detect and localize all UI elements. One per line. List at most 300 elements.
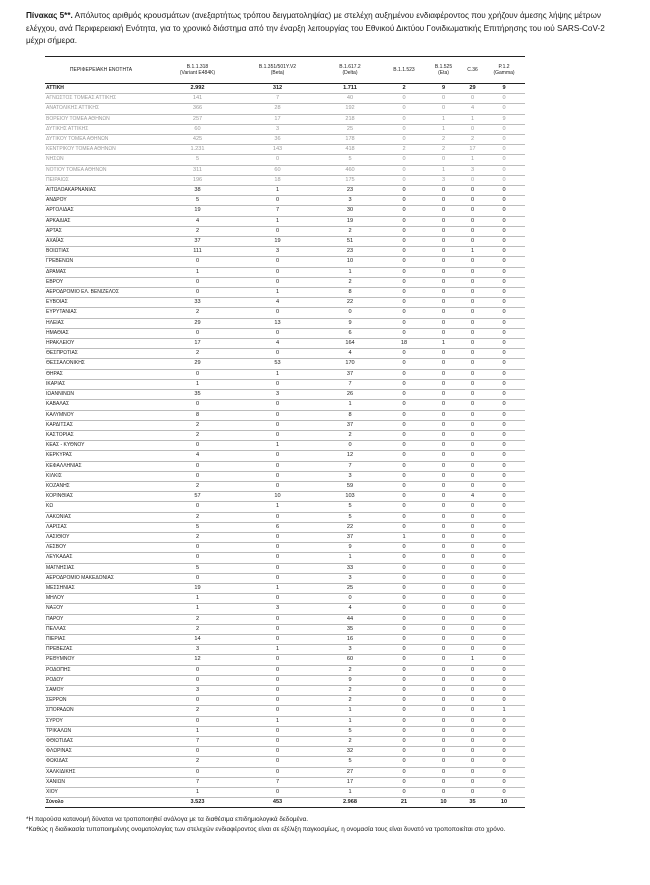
count-cell: 0 xyxy=(462,726,483,736)
region-name-cell: ΑΡΚΑΔΙΑΣ xyxy=(45,216,157,226)
count-cell: 175 xyxy=(317,175,383,185)
count-cell: 0 xyxy=(383,94,425,104)
count-cell: 0 xyxy=(425,257,462,267)
count-cell: 0 xyxy=(462,451,483,461)
table-row xyxy=(45,716,525,726)
count-cell: 192 xyxy=(317,104,383,114)
count-cell: 10 xyxy=(425,798,462,808)
count-cell: 1 xyxy=(238,216,317,226)
table-row xyxy=(45,767,525,777)
count-cell: 0 xyxy=(238,308,317,318)
count-cell: 10 xyxy=(483,798,525,808)
count-cell: 0 xyxy=(383,767,425,777)
count-cell: 0 xyxy=(383,318,425,328)
count-cell: 51 xyxy=(317,237,383,247)
region-name-cell: ΑΕΡΟΔΡΟΜΙΟ ΕΛ. ΒΕΝΙΖΕΛΟΣ xyxy=(45,288,157,298)
count-cell: 0 xyxy=(425,471,462,481)
count-cell: 0 xyxy=(383,777,425,787)
count-cell: 0 xyxy=(383,522,425,532)
count-cell: 7 xyxy=(317,461,383,471)
subregion-row xyxy=(45,114,525,124)
count-cell: 0 xyxy=(483,267,525,277)
count-cell: 0 xyxy=(383,257,425,267)
count-cell: 3 xyxy=(157,685,238,695)
region-name-cell: ΔΡΑΜΑΣ xyxy=(45,267,157,277)
count-cell: 0 xyxy=(383,583,425,593)
count-cell: 196 xyxy=(157,175,238,185)
header-variant xyxy=(425,57,462,84)
count-cell: 0 xyxy=(383,604,425,614)
count-cell: 0 xyxy=(383,492,425,502)
count-cell: 0 xyxy=(483,175,525,185)
count-cell: 0 xyxy=(483,563,525,573)
count-cell: 1.711 xyxy=(317,84,383,94)
header-line: B.1.1.523 xyxy=(393,67,415,73)
count-cell: 453 xyxy=(238,798,317,808)
count-cell: 12 xyxy=(157,655,238,665)
count-cell: 0 xyxy=(483,532,525,542)
count-cell: 0 xyxy=(383,298,425,308)
count-cell: 0 xyxy=(383,594,425,604)
count-cell: 17 xyxy=(317,777,383,787)
count-cell: 0 xyxy=(238,614,317,624)
count-cell: 0 xyxy=(383,543,425,553)
count-cell: 0 xyxy=(383,410,425,420)
region-name-cell: ΗΡΑΚΛΕΙΟΥ xyxy=(45,339,157,349)
table-row xyxy=(45,614,525,624)
count-cell: 5 xyxy=(157,155,238,165)
count-cell: 0 xyxy=(483,573,525,583)
count-cell: 0 xyxy=(383,716,425,726)
count-cell: 0 xyxy=(238,430,317,440)
count-cell: 0 xyxy=(462,430,483,440)
region-name-cell: ΡΕΘΥΜΝΟΥ xyxy=(45,655,157,665)
region-name-cell: ΝΑΞΟΥ xyxy=(45,604,157,614)
count-cell: 3 xyxy=(238,390,317,400)
count-cell: 0 xyxy=(462,339,483,349)
count-cell: 425 xyxy=(157,135,238,145)
count-cell: 0 xyxy=(383,390,425,400)
table-row xyxy=(45,226,525,236)
count-cell: 59 xyxy=(317,481,383,491)
region-name-cell: ΠΡΕΒΕΖΑΣ xyxy=(45,645,157,655)
count-cell: 0 xyxy=(483,135,525,145)
count-cell: 0 xyxy=(383,175,425,185)
count-cell: 1 xyxy=(462,155,483,165)
count-cell: 3 xyxy=(317,471,383,481)
count-cell: 0 xyxy=(383,206,425,216)
count-cell: 29 xyxy=(462,84,483,94)
header-line: B.1.525 xyxy=(434,64,453,70)
region-name-cell: ΚΕΑΣ - ΚΥΘΝΟΥ xyxy=(45,441,157,451)
count-cell: 0 xyxy=(383,726,425,736)
count-cell: 0 xyxy=(425,788,462,798)
count-cell: 0 xyxy=(425,665,462,675)
region-name-cell: ΗΜΑΘΙΑΣ xyxy=(45,328,157,338)
count-cell: 37 xyxy=(317,369,383,379)
count-cell: 1 xyxy=(383,532,425,542)
count-cell: 0 xyxy=(425,410,462,420)
table-row xyxy=(45,757,525,767)
count-cell: 0 xyxy=(383,624,425,634)
region-name-cell: ΑΡΓΟΛΙΔΑΣ xyxy=(45,206,157,216)
count-cell: 460 xyxy=(317,165,383,175)
count-cell: 0 xyxy=(383,685,425,695)
count-cell: 0 xyxy=(462,594,483,604)
region-name-cell: ΚΟΡΙΝΘΙΑΣ xyxy=(45,492,157,502)
count-cell: 0 xyxy=(483,298,525,308)
region-name-cell: ΑΤΤΙΚΗ xyxy=(45,84,157,94)
count-cell: 35 xyxy=(157,390,238,400)
table-row xyxy=(45,216,525,226)
count-cell: 0 xyxy=(383,420,425,430)
count-cell: 141 xyxy=(157,94,238,104)
count-cell: 0 xyxy=(462,788,483,798)
count-cell: 0 xyxy=(157,257,238,267)
table-row xyxy=(45,420,525,430)
table-row xyxy=(45,410,525,420)
count-cell: 0 xyxy=(425,400,462,410)
count-cell: 0 xyxy=(425,757,462,767)
count-cell: 0 xyxy=(462,267,483,277)
caption-label: Πίνακας 5**. xyxy=(26,11,73,20)
count-cell: 0 xyxy=(238,767,317,777)
count-cell: 0 xyxy=(462,226,483,236)
count-cell: 10 xyxy=(238,492,317,502)
count-cell: 0 xyxy=(483,308,525,318)
count-cell: 0 xyxy=(425,645,462,655)
count-cell: 0 xyxy=(483,624,525,634)
count-cell: 0 xyxy=(483,104,525,114)
count-cell: 14 xyxy=(157,634,238,644)
count-cell: 0 xyxy=(462,206,483,216)
table-row xyxy=(45,430,525,440)
count-cell: 0 xyxy=(383,226,425,236)
count-cell: 0 xyxy=(238,451,317,461)
count-cell: 9 xyxy=(483,114,525,124)
count-cell: 0 xyxy=(383,788,425,798)
count-cell: 16 xyxy=(317,634,383,644)
count-cell: 1 xyxy=(425,124,462,134)
region-name-cell: ΒΟΡΕΙΟΥ ΤΟΜΕΑ ΑΘΗΝΩΝ xyxy=(45,114,157,124)
count-cell: 0 xyxy=(462,410,483,420)
count-cell: 26 xyxy=(317,390,383,400)
header-region xyxy=(45,57,157,84)
count-cell: 1 xyxy=(238,583,317,593)
table-row xyxy=(45,737,525,747)
count-cell: 2 xyxy=(383,145,425,155)
table-row xyxy=(45,308,525,318)
region-name-cell: ΑΝΑΤΟΛΙΚΗΣ ΑΤΤΙΚΗΣ xyxy=(45,104,157,114)
count-cell: 0 xyxy=(238,349,317,359)
count-cell: 0 xyxy=(425,237,462,247)
count-cell: 3 xyxy=(317,196,383,206)
table-row xyxy=(45,788,525,798)
header-subline: (Delta) xyxy=(342,70,358,76)
count-cell: 1 xyxy=(317,706,383,716)
count-cell: 1 xyxy=(462,247,483,257)
count-cell: 0 xyxy=(483,675,525,685)
count-cell: 0 xyxy=(462,318,483,328)
count-cell: 7 xyxy=(238,94,317,104)
count-cell: 0 xyxy=(383,441,425,451)
count-cell: 0 xyxy=(157,441,238,451)
count-cell: 2 xyxy=(157,757,238,767)
count-cell: 4 xyxy=(238,298,317,308)
count-cell: 0 xyxy=(238,257,317,267)
table-row xyxy=(45,583,525,593)
table-row xyxy=(45,359,525,369)
count-cell: 0 xyxy=(483,339,525,349)
count-cell: 0 xyxy=(157,461,238,471)
count-cell: 0 xyxy=(483,277,525,287)
count-cell: 1 xyxy=(425,339,462,349)
count-cell: 1 xyxy=(483,706,525,716)
subregion-row xyxy=(45,145,525,155)
count-cell: 37 xyxy=(317,420,383,430)
count-cell: 18 xyxy=(383,339,425,349)
count-cell: 0 xyxy=(238,685,317,695)
count-cell: 0 xyxy=(383,553,425,563)
count-cell: 1 xyxy=(238,288,317,298)
count-cell: 0 xyxy=(483,328,525,338)
count-cell: 0 xyxy=(238,532,317,542)
count-cell: 2 xyxy=(157,420,238,430)
count-cell: 7 xyxy=(238,777,317,787)
count-cell: 2 xyxy=(157,706,238,716)
count-cell: 0 xyxy=(462,543,483,553)
count-cell: 0 xyxy=(425,737,462,747)
count-cell: 12 xyxy=(317,451,383,461)
header-subline: (Gamma) xyxy=(493,70,515,76)
count-cell: 0 xyxy=(383,237,425,247)
count-cell: 0 xyxy=(483,522,525,532)
region-name-cell: ΠΑΡΟΥ xyxy=(45,614,157,624)
count-cell: 0 xyxy=(383,114,425,124)
count-cell: 2 xyxy=(157,624,238,634)
count-cell: 2 xyxy=(317,277,383,287)
count-cell: 22 xyxy=(317,522,383,532)
count-cell: 0 xyxy=(462,288,483,298)
count-cell: 0 xyxy=(383,706,425,716)
count-cell: 0 xyxy=(238,624,317,634)
region-name-cell: ΜΕΣΣΗΝΙΑΣ xyxy=(45,583,157,593)
count-cell: 0 xyxy=(238,226,317,236)
header-line: B.1.1.318 xyxy=(186,64,209,70)
table-row xyxy=(45,339,525,349)
table-row xyxy=(45,84,525,94)
table-body xyxy=(45,84,525,808)
count-cell: 0 xyxy=(238,594,317,604)
region-name-cell: ΕΥΒΟΙΑΣ xyxy=(45,298,157,308)
count-cell: 0 xyxy=(238,543,317,553)
count-cell: 18 xyxy=(238,175,317,185)
count-cell: 0 xyxy=(383,645,425,655)
count-cell: 9 xyxy=(317,543,383,553)
table-row xyxy=(45,441,525,451)
count-cell: 0 xyxy=(483,237,525,247)
table-row xyxy=(45,492,525,502)
count-cell: 0 xyxy=(383,461,425,471)
region-name-cell: ΒΟΙΩΤΙΑΣ xyxy=(45,247,157,257)
count-cell: 0 xyxy=(238,379,317,389)
subregion-row xyxy=(45,175,525,185)
count-cell: 21 xyxy=(383,798,425,808)
count-cell: 0 xyxy=(425,573,462,583)
region-name-cell: ΑΝΔΡΟΥ xyxy=(45,196,157,206)
count-cell: 0 xyxy=(462,94,483,104)
count-cell: 0 xyxy=(483,665,525,675)
count-cell: 0 xyxy=(383,481,425,491)
count-cell: 0 xyxy=(462,685,483,695)
count-cell: 0 xyxy=(383,675,425,685)
region-name-cell: ΓΡΕΒΕΝΩΝ xyxy=(45,257,157,267)
count-cell: 17 xyxy=(462,145,483,155)
table-row xyxy=(45,328,525,338)
count-cell: 8 xyxy=(157,410,238,420)
count-cell: 32 xyxy=(317,747,383,757)
region-name-cell: ΚΩ xyxy=(45,502,157,512)
count-cell: 0 xyxy=(383,400,425,410)
count-cell: 0 xyxy=(483,604,525,614)
count-cell: 7 xyxy=(157,737,238,747)
count-cell: 0 xyxy=(425,747,462,757)
count-cell: 0 xyxy=(238,573,317,583)
count-cell: 33 xyxy=(317,563,383,573)
count-cell: 0 xyxy=(483,155,525,165)
count-cell: 0 xyxy=(383,573,425,583)
count-cell: 0 xyxy=(462,471,483,481)
count-cell: 0 xyxy=(462,553,483,563)
count-cell: 1 xyxy=(238,502,317,512)
count-cell: 38 xyxy=(157,186,238,196)
count-cell: 0 xyxy=(462,675,483,685)
region-name-cell: ΛΑΡΙΣΑΣ xyxy=(45,522,157,532)
count-cell: 0 xyxy=(462,532,483,542)
count-cell: 218 xyxy=(317,114,383,124)
region-name-cell: ΠΕΛΛΑΣ xyxy=(45,624,157,634)
count-cell: 3 xyxy=(157,645,238,655)
count-cell: 29 xyxy=(157,359,238,369)
count-cell: 3 xyxy=(238,124,317,134)
count-cell: 0 xyxy=(238,461,317,471)
count-cell: 0 xyxy=(238,267,317,277)
count-cell: 53 xyxy=(238,359,317,369)
count-cell: 28 xyxy=(238,104,317,114)
count-cell: 0 xyxy=(383,196,425,206)
count-cell: 23 xyxy=(317,247,383,257)
count-cell: 170 xyxy=(317,359,383,369)
count-cell: 0 xyxy=(483,124,525,134)
count-cell: 4 xyxy=(238,339,317,349)
count-cell: 0 xyxy=(462,512,483,522)
count-cell: 0 xyxy=(483,216,525,226)
count-cell: 0 xyxy=(383,634,425,644)
count-cell: 0 xyxy=(483,410,525,420)
count-cell: 3 xyxy=(238,247,317,257)
count-cell: 1 xyxy=(317,788,383,798)
count-cell: 0 xyxy=(462,757,483,767)
count-cell: 0 xyxy=(425,716,462,726)
count-cell: 5 xyxy=(157,196,238,206)
count-cell: 3 xyxy=(317,573,383,583)
count-cell: 5 xyxy=(317,502,383,512)
count-cell: 0 xyxy=(483,777,525,787)
count-cell: 4 xyxy=(157,451,238,461)
count-cell: 1 xyxy=(425,165,462,175)
count-cell: 0 xyxy=(483,747,525,757)
count-cell: 0 xyxy=(425,553,462,563)
count-cell: 0 xyxy=(157,369,238,379)
table-row xyxy=(45,390,525,400)
count-cell: 0 xyxy=(483,471,525,481)
count-cell: 0 xyxy=(157,696,238,706)
count-cell: 1 xyxy=(317,553,383,563)
count-cell: 0 xyxy=(425,543,462,553)
count-cell: 0 xyxy=(238,706,317,716)
count-cell: 0 xyxy=(462,583,483,593)
footnote: *Η παρούσα κατανομή δύναται να τροποποιηθεί ανάλογα με τα διαθέσιμα επιδημιολογικά δεδομένα. xyxy=(26,816,309,823)
count-cell: 0 xyxy=(425,583,462,593)
count-cell: 1.231 xyxy=(157,145,238,155)
count-cell: 1 xyxy=(157,379,238,389)
count-cell: 37 xyxy=(157,237,238,247)
count-cell: 0 xyxy=(425,594,462,604)
region-name-cell: ΛΑΚΩΝΙΑΣ xyxy=(45,512,157,522)
table-row xyxy=(45,594,525,604)
count-cell: 0 xyxy=(425,685,462,695)
count-cell: 0 xyxy=(483,594,525,604)
header-line: P.1.2 xyxy=(498,64,510,70)
header-variant xyxy=(483,57,525,84)
count-cell: 0 xyxy=(425,522,462,532)
count-cell: 0 xyxy=(483,349,525,359)
count-cell: 1 xyxy=(238,645,317,655)
count-cell: 2 xyxy=(157,349,238,359)
count-cell: 164 xyxy=(317,339,383,349)
count-cell: 4 xyxy=(317,604,383,614)
count-cell: 0 xyxy=(462,706,483,716)
count-cell: 0 xyxy=(462,298,483,308)
count-cell: 22 xyxy=(317,298,383,308)
count-cell: 0 xyxy=(383,288,425,298)
count-cell: 0 xyxy=(425,512,462,522)
count-cell: 0 xyxy=(157,471,238,481)
count-cell: 17 xyxy=(157,339,238,349)
count-cell: 0 xyxy=(483,553,525,563)
count-cell: 0 xyxy=(425,226,462,236)
count-cell: 0 xyxy=(157,553,238,563)
count-cell: 2 xyxy=(317,737,383,747)
region-name-cell: ΝΗΣΩΝ xyxy=(45,155,157,165)
count-cell: 0 xyxy=(462,737,483,747)
count-cell: 6 xyxy=(238,522,317,532)
count-cell: 8 xyxy=(317,410,383,420)
count-cell: 0 xyxy=(483,145,525,155)
count-cell: 0 xyxy=(425,206,462,216)
count-cell: 0 xyxy=(483,502,525,512)
count-cell: 1 xyxy=(462,655,483,665)
count-cell: 0 xyxy=(238,328,317,338)
table-row xyxy=(45,481,525,491)
table-row xyxy=(45,461,525,471)
subregion-row xyxy=(45,104,525,114)
header-variant xyxy=(317,57,383,84)
region-name-cell: ΑΡΤΑΣ xyxy=(45,226,157,236)
count-cell: 0 xyxy=(425,216,462,226)
count-cell: 1 xyxy=(238,186,317,196)
count-cell: 0 xyxy=(462,390,483,400)
